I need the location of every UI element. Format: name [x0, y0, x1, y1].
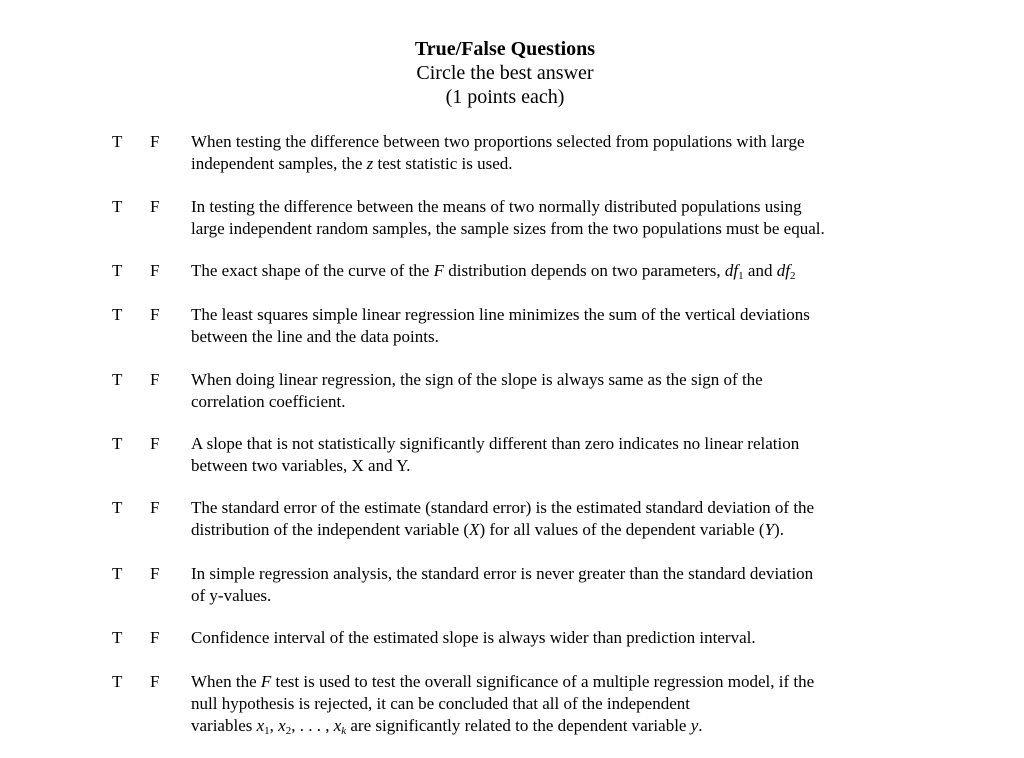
question-line: between the line and the data points.: [191, 327, 439, 346]
true-option[interactable]: T: [112, 672, 123, 691]
false-option[interactable]: F: [150, 434, 160, 453]
true-option[interactable]: T: [112, 305, 123, 324]
question-line: independent samples, the z test statistic is used.: [191, 154, 513, 173]
question-line: In testing the difference between the means of two normally distributed populations using: [191, 197, 802, 216]
question-line: In simple regression analysis, the standard error is never greater than the standard deviation: [191, 564, 814, 583]
header: [0, 37, 1010, 109]
false-option[interactable]: F: [150, 498, 160, 517]
false-option[interactable]: F: [150, 672, 160, 691]
question-line: When the F test is used to test the overall significance of a multiple regression model, if the: [191, 672, 815, 691]
question-line: of y-values.: [191, 586, 272, 605]
question-text: [191, 433, 911, 477]
question-text: [191, 671, 911, 737]
question-line: A slope that is not statistically significantly different than zero indicates no linear relation: [191, 434, 800, 453]
question-text: [191, 563, 911, 607]
question-text: [191, 196, 911, 240]
question-text: [191, 131, 911, 175]
question-line: The exact shape of the curve of the F distribution depends on two parameters, $df_1$ and $df_2$: [191, 261, 796, 282]
question-line: When testing the difference between two proportions selected from populations with large: [191, 132, 805, 151]
question-line: When doing linear regression, the sign of the slope is always same as the sign of the: [191, 370, 763, 389]
false-option[interactable]: F: [150, 132, 160, 151]
question-text: [191, 627, 911, 649]
true-option[interactable]: T: [112, 370, 123, 389]
true-option[interactable]: T: [112, 628, 123, 647]
question-line: distribution of the independent variable (X) for all values of the dependent variable (Y).: [191, 520, 784, 539]
true-option[interactable]: T: [112, 261, 123, 280]
question-text: [191, 260, 911, 282]
false-option[interactable]: F: [150, 305, 160, 324]
false-option[interactable]: F: [150, 197, 160, 216]
question-line: large independent random samples, the sample sizes from the two populations must be equal.: [191, 219, 825, 238]
question-text: [191, 497, 911, 541]
true-option[interactable]: T: [112, 564, 123, 583]
question-line: The least squares simple linear regression line minimizes the sum of the vertical deviations: [191, 305, 810, 324]
false-option[interactable]: F: [150, 628, 160, 647]
question-line: Confidence interval of the estimated slope is always wider than prediction interval.: [191, 628, 756, 647]
true-option[interactable]: T: [112, 498, 123, 517]
question-line: between two variables, X and Y.: [191, 456, 411, 475]
page-title: True/False Questions: [414, 38, 596, 60]
points-text: (1 points each): [445, 86, 565, 108]
question-text: [191, 369, 911, 413]
question-line: The standard error of the estimate (standard error) is the estimated standard deviation of the: [191, 498, 815, 517]
false-option[interactable]: F: [150, 370, 160, 389]
true-option[interactable]: T: [112, 132, 123, 151]
false-option[interactable]: F: [150, 261, 160, 280]
question-line: null hypothesis is rejected, it can be concluded that all of the independent: [191, 694, 690, 713]
question-line: variables $x_1$, $x_2$, . . . , $x_k$ are significantly related to the dependent variable y.: [191, 716, 703, 737]
false-option[interactable]: F: [150, 564, 160, 583]
question-line: correlation coefficient.: [191, 392, 346, 411]
instruction-text: Circle the best answer: [416, 62, 594, 84]
true-option[interactable]: T: [112, 434, 123, 453]
question-text: [191, 304, 911, 348]
true-option[interactable]: T: [112, 197, 123, 216]
